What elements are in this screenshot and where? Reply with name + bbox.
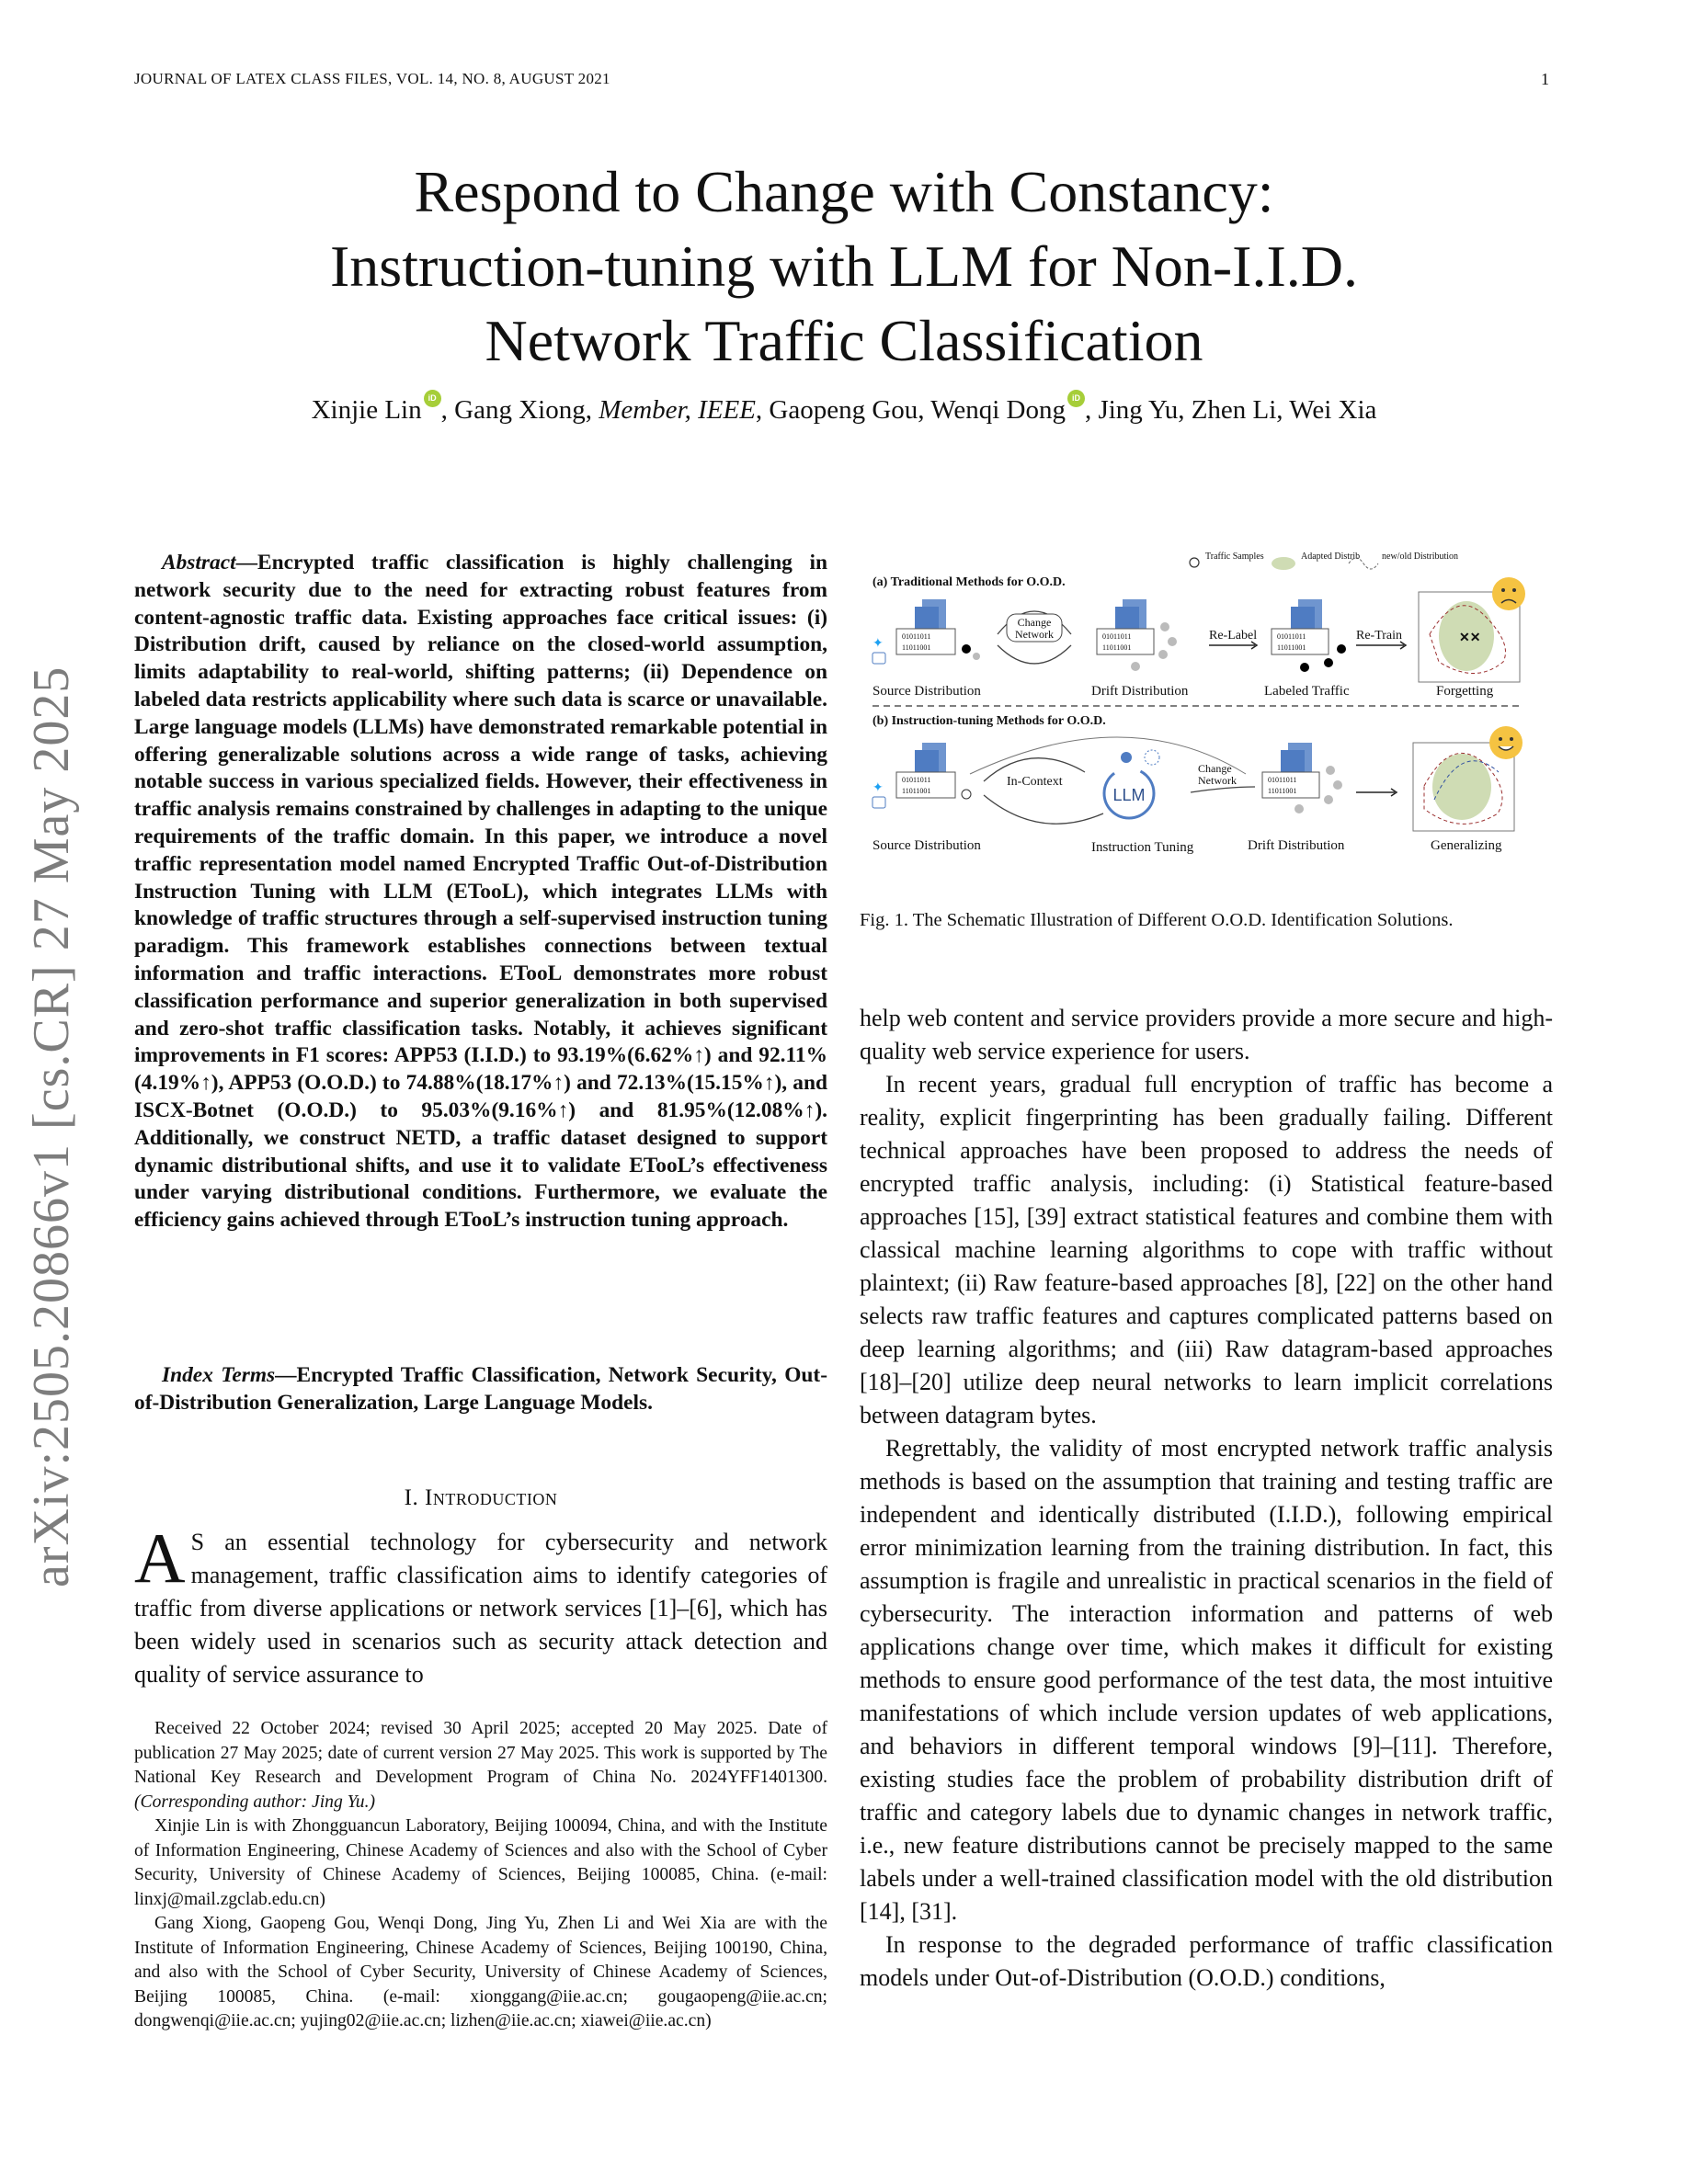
traffic-sample-dot <box>1300 663 1309 672</box>
traffic-sample-dot <box>1168 637 1177 646</box>
footnote-received-text: Received 22 October 2024; revised 30 April 2025; accepted 20 May 2025. Date of publication 27 May 2025; date of current version 27 May 2025. This work is supported by The National Key Research and Development Program of China No. 2024YFF1401300. <box>134 1719 827 1787</box>
paragraph: Regrettably, the validity of most encrypted network traffic analysis methods is based on the assumption that training and testing traffic are independent and identically distributed (I.I.D.), following empirical error minimization learning from the training distribution. In fact, this assumption is fragile and unrealistic in practical scenarios in the field of cybersecurity. The interaction information and patterns of web applications change over time, which makes it difficult for existing methods to ensure good performance of the test data, the most intuitive manifestations of which include version updates of web applications, and behaviors in different temporal windows [9]–[11]. Therefore, existing studies face the problem of probability distribution drift of traffic and category labels due to dynamic changes in network traffic, i.e., new feature distributions cannot be precisely mapped to the same labels under a well-trained classification model with the old distribution [14], [31]. <box>860 1435 1553 1925</box>
change-network-text: Network <box>1015 628 1054 641</box>
adapted-distribution-legend-icon <box>1272 557 1295 570</box>
orcid-icon[interactable]: iD <box>424 390 441 407</box>
traffic-sample-dot <box>1131 662 1140 671</box>
running-header: JOURNAL OF LATEX CLASS FILES, VOL. 14, NO. 8, AUGUST 2021 <box>134 70 610 87</box>
change-arrow <box>1191 787 1255 792</box>
happy-face-icon <box>1489 726 1523 759</box>
abstract-body: —Encrypted traffic classification is highly challenging in network security due to the need for extracting robust features from content-agnostic traffic data. Existing approaches face critical issues: (i) Distribution drift, caused by reliance on the closed-world assumption, limits adaptability to real-world, shifting patterns; (ii) Dependence on labeled data restricts applicability where such data is scarce or unavailable. Large language models (LLMs) have demonstrated remarkable potential in offering generalizable solutions across a wide range of tasks, achieving notable success in various specialized fields. However, their effectiveness in traffic analysis remains constrained by challenges in adapting to the unique requirements of the traffic domain. In this paper, we introduce a novel traffic representation model named Encrypted Traffic Out-of-Distribution Instruction Tuning with LLM (ETooL), which integrates LLMs with knowledge of traffic structures through a self-supervised instruction tuning paradigm. This framework establishes connections between textual information and traffic interactions. ETooL demonstrates more robust classification performance and superior generalization in both supervised and zero-shot traffic classification tasks. Notably, it achieves significant improvements in F1 scores: APP53 (I.I.D.) to 93.19%(6.62%↑) and 92.11%(4.19%↑), APP53 (O.O.D.) to 74.88%(18.17%↑) and 72.13%(15.15%↑), and ISCX-Botnet (O.O.D.) to 95.03%(9.16%↑) and 81.95%(12.08%↑). Additionally, we construct NETD, a traffic dataset designed to support dynamic distributional shifts, and use it to validate ETooL’s effectiveness under varying distributional conditions. Furthermore, we evaluate the efficiency gains achieved through ETooL’s instruction tuning approach. <box>134 551 827 1233</box>
author-yu-li-xia: , Jing Yu, Zhen Li, Wei Xia <box>1084 395 1377 425</box>
intro-paragraph <box>134 1519 827 1691</box>
label-generalizing: Generalizing <box>1431 838 1502 853</box>
label-forgetting: Forgetting <box>1436 684 1494 699</box>
bilibili-icon <box>873 653 885 664</box>
traffic-sample-legend-icon <box>1190 558 1199 567</box>
in-context-arrow <box>984 795 1103 824</box>
label-source-a: Source Distribution <box>873 684 981 699</box>
traffic-sample-dot <box>1295 804 1304 813</box>
footnote-received <box>134 1717 827 1814</box>
change-network-text: Change <box>1198 762 1232 775</box>
binary-text: 01011011 <box>902 776 931 784</box>
title-line-2: Instruction-tuning with LLM for Non-I.I.D. <box>329 233 1359 299</box>
section-heading: I. Introduction <box>404 1485 558 1510</box>
label-source-b: Source Distribution <box>873 838 981 853</box>
author-gou-dong: , Gaopeng Gou, Wenqi Dong <box>755 395 1066 425</box>
binary-text: 11011001 <box>1268 787 1297 795</box>
paragraph: help web content and service providers provide a more secure and high-quality web service experience for users. <box>860 1005 1553 1064</box>
traffic-sample-dot <box>962 644 971 654</box>
label-labeled-a: Labeled Traffic <box>1264 684 1350 699</box>
figure-caption: Fig. 1. The Schematic Illustration of Different O.O.D. Identification Solutions. <box>860 910 1454 930</box>
label-instruction: Instruction Tuning <box>1091 840 1194 855</box>
paragraph: In recent years, gradual full encryption of traffic has become a reality, explicit fingerprinting has been gradually failing. Different technical approaches have been proposed to address the needs of encrypted traffic analysis, including: (i) Statistical feature-based approaches [15], [39] extract statistical features and combine them with classical machine learning algorithms to cope with traffic without plaintext; (ii) Raw feature-based approaches [8], [22] on the other hand selects raw traffic features and captures complicated patterns based on deep learning algorithms; and (iii) Raw datagram-based approaches [18]–[20] utilize deep neural networks to learn implicit correlations between datagram bytes. <box>860 1071 1553 1428</box>
paper-title <box>138 154 1550 378</box>
author-xiong: , Gang Xiong, <box>440 395 599 425</box>
paragraph: In response to the degraded performance of traffic classification models under Out-of-Distribution (O.O.D.) conditions, <box>860 1931 1553 1991</box>
twitter-icon: ✦ <box>873 781 884 795</box>
in-context-label: In-Context <box>1007 775 1063 789</box>
footnote-affiliation-2: Gang Xiong, Gaopeng Gou, Wenqi Dong, Jing Yu, Zhen Li and Wei Xia are with the Institute of Information Engineering, Chinese Academy of Sciences, Beijing 100190, China, and also with the School of Cyber Security, University of Chinese Academy of Sciences, Beijing 100085, China. (e-mail: xionggang@iie.ac.cn; gougaopeng@iie.ac.cn; dongwenqi@iie.ac.cn; yujing02@iie.ac.cn; lizhen@iie.ac.cn; xiawei@iie.ac.cn) <box>134 1914 827 2030</box>
panel-b-title: (b) Instruction-tuning Methods for O.O.D. <box>873 714 1106 728</box>
legend-traffic: Traffic Samples <box>1205 552 1264 562</box>
title-line-3: Network Traffic Classification <box>485 308 1203 373</box>
traffic-sample-dot <box>1333 780 1342 790</box>
llm-node-icon <box>1121 752 1132 763</box>
traffic-sample-dot <box>1326 766 1335 775</box>
traffic-sample-dot <box>1324 658 1333 667</box>
author-lin: Xinjie Lin <box>311 395 422 425</box>
twitter-icon: ✦ <box>873 637 884 651</box>
cross-mark-icon: ✕✕ <box>1459 631 1481 645</box>
sad-face-icon <box>1492 577 1525 610</box>
index-terms-lead: Index Terms <box>162 1363 276 1387</box>
footnotes <box>134 1717 827 2034</box>
binary-text: 11011001 <box>902 787 931 795</box>
orcid-icon[interactable]: iD <box>1067 390 1085 407</box>
traffic-sample-dot <box>1160 622 1169 631</box>
binary-text: 11011001 <box>902 643 931 652</box>
binary-text: 11011001 <box>1102 643 1132 652</box>
title-line-1: Respond to Change with Constancy: <box>414 159 1274 224</box>
binary-text: 01011011 <box>1102 632 1132 641</box>
change-arrow <box>998 645 1071 664</box>
binary-text: 01011011 <box>902 632 931 641</box>
abstract <box>134 550 827 1234</box>
page-number: 1 <box>1541 70 1549 88</box>
legend-adapted: Adapted Distrib <box>1301 552 1361 562</box>
traffic-sample-dot <box>973 653 980 660</box>
change-network-text: Network <box>1198 774 1237 787</box>
change-network-text: Change <box>1017 616 1052 629</box>
index-terms-body: —Encrypted Traffic Classification, Network Security, Out-of-Distribution Generalization, Large Language Models. <box>134 1363 828 1415</box>
traffic-sample-dot <box>1158 650 1168 659</box>
retrain-label: Re-Train <box>1356 629 1403 643</box>
abstract-lead: Abstract <box>162 551 236 574</box>
corresponding-author: (Corresponding author: Jing Yu.) <box>134 1792 375 1812</box>
relabel-label: Re-Label <box>1209 629 1258 643</box>
traffic-sample-dot <box>962 790 971 799</box>
legend-newold: new/old Distribution <box>1382 552 1459 562</box>
author-role: Member, IEEE <box>599 395 756 425</box>
drop-cap: A <box>134 1519 186 1598</box>
label-drift-a: Drift Distribution <box>1091 684 1189 699</box>
right-column-text <box>860 1002 1553 1995</box>
llm-node-icon <box>1145 750 1159 765</box>
arxiv-stamp: arXiv:2505.20866v1 [cs.CR] 27 May 2025 <box>23 665 80 1587</box>
index-terms <box>134 1362 827 1417</box>
author-list <box>138 395 1550 426</box>
intro-body: S an essential technology for cybersecurity and network management, traffic classification aims to identify categories of traffic from diverse applications or network services [1]–[6], which has been widely used in scenarios such as security attack detection and quality of service assurance to <box>134 1529 827 1688</box>
llm-label: LLM <box>1112 786 1146 804</box>
binary-text: 01011011 <box>1277 632 1306 641</box>
traffic-sample-dot <box>1337 644 1346 654</box>
footnote-affiliation-1: Xinjie Lin is with Zhongguancun Laboratory, Beijing 100094, China, and with the Institute of Information Engineering, Chinese Academy of Sciences and also with the School of Cyber Security, University of Chinese Academy of Sciences, Beijing 100085, China. (e-mail: linxj@mail.zgclab.edu.cn) <box>134 1816 827 1909</box>
traffic-sample-dot <box>1324 795 1333 804</box>
binary-text: 11011001 <box>1277 643 1306 652</box>
panel-a-title: (a) Traditional Methods for O.O.D. <box>873 575 1066 589</box>
bilibili-icon <box>873 797 885 808</box>
label-drift-b: Drift Distribution <box>1248 838 1345 853</box>
figure-1 <box>860 533 1553 873</box>
binary-text: 01011011 <box>1268 776 1297 784</box>
